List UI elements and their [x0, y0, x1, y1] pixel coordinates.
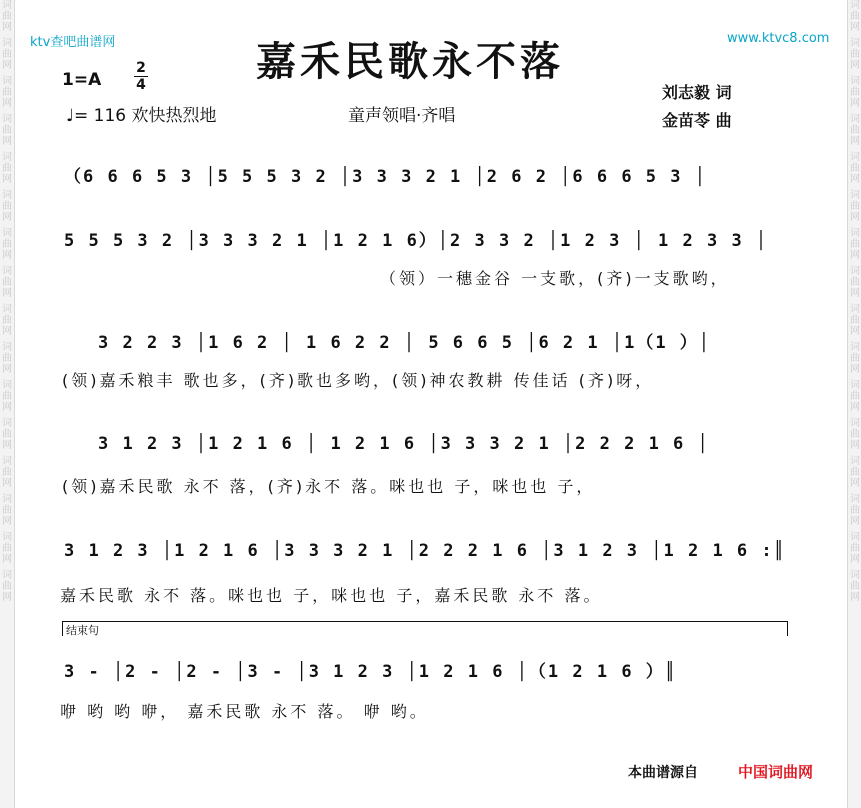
- side-watermark-text: 词 曲 网: [850, 380, 860, 413]
- notation-line-5: 3 1 2 3 │1 2 1 6 │3 3 3 2 1 │2 2 2 1 6 │3 1 2 3 │1 2 1 6 :║: [64, 541, 786, 561]
- lyrics-line-6: 咿 哟 哟 咿， 嘉禾民歌 永不 落。 咿 哟。: [60, 702, 429, 721]
- side-watermark-text: 词 曲 网: [2, 418, 12, 451]
- side-watermark-text: 词 曲 网: [2, 0, 12, 33]
- side-watermark-text: 词 曲 网: [850, 114, 860, 147]
- side-watermark-text: 词 曲 网: [2, 570, 12, 603]
- key-signature: 1=A: [62, 70, 102, 90]
- notation-line-3: 3 2 2 3 │1 6 2 │ 1 6 2 2 │ 5 6 6 5 │6 2 1 │1（1 ）│: [98, 333, 712, 353]
- side-watermark-text: 词 曲 网: [2, 342, 12, 375]
- side-watermark-text: 词 曲 网: [850, 38, 860, 71]
- footer-brand-link[interactable]: 中国词曲网: [738, 763, 814, 781]
- side-watermark-text: 词 曲 网: [2, 494, 12, 527]
- performers: 童声领唱·齐唱: [348, 106, 456, 126]
- side-watermark-text: 词 曲 网: [2, 114, 12, 147]
- side-watermark-text: 词 曲 网: [2, 76, 12, 109]
- side-watermark-text: 词 曲 网: [850, 190, 860, 223]
- side-watermark-text: 词 曲 网: [2, 380, 12, 413]
- notation-line-1: （6 6 6 5 3 │5 5 5 3 2 │3 3 3 2 1 │2 6 2 │6 6 6 5 3 │: [64, 167, 707, 187]
- side-watermark-text: 词 曲 网: [850, 0, 860, 33]
- side-watermark-text: 词 曲 网: [850, 342, 860, 375]
- side-watermark-text: 词 曲 网: [2, 228, 12, 261]
- ending-label: 结束句: [66, 624, 99, 637]
- notation-line-6: 3 - │2 - │2 - │3 - │3 1 2 3 │1 2 1 6 │（1 2 1 6 ）║: [64, 662, 678, 682]
- side-watermark-text: 词 曲 网: [850, 152, 860, 185]
- side-watermark-text: 词 曲 网: [850, 266, 860, 299]
- composer-credit: 金苗苓 曲: [662, 111, 732, 130]
- side-watermark-text: 词 曲 网: [2, 456, 12, 489]
- side-watermark-text: 词 曲 网: [850, 494, 860, 527]
- side-watermark-text: 词 曲 网: [850, 228, 860, 261]
- source-watermark-left[interactable]: ktv查吧曲谱网: [30, 35, 116, 50]
- side-watermark-strip-left: [0, 0, 15, 808]
- time-signature: [134, 60, 148, 93]
- lyrics-line-4: (领)嘉禾民歌 永不 落，(齐)永不 落。咪也也 子，咪也也 子，: [62, 477, 596, 496]
- notation-line-4: 3 1 2 3 │1 2 1 6 │ 1 2 1 6 │3 3 3 2 1 │2 2 2 1 6 │: [98, 434, 710, 454]
- lyricist-credit: 刘志毅 词: [662, 83, 732, 102]
- side-watermark-text: 词 曲 网: [2, 532, 12, 565]
- footer-source-text: 本曲谱源自: [628, 765, 698, 781]
- lyrics-line-2: （领）一穗金谷 一支歌，(齐)一支歌哟，: [380, 269, 730, 288]
- tempo-marking: ♩= 116 欢快热烈地: [66, 106, 217, 126]
- source-watermark-right[interactable]: www.ktvc8.com: [727, 31, 830, 46]
- side-watermark-text: 词 曲 网: [850, 456, 860, 489]
- notation-line-2: 5 5 5 3 2 │3 3 3 2 1 │1 2 1 6）│2 3 3 2 │1 2 3 │ 1 2 3 3 │: [64, 231, 769, 251]
- side-watermark-text: 词 曲 网: [850, 418, 860, 451]
- side-watermark-text: 词 曲 网: [2, 152, 12, 185]
- song-title: 嘉禾民歌永不落: [256, 39, 564, 85]
- side-watermark-text: 词 曲 网: [850, 570, 860, 603]
- side-watermark-text: 词 曲 网: [2, 190, 12, 223]
- side-watermark-text: 词 曲 网: [850, 76, 860, 109]
- side-watermark-strip-right: [847, 0, 861, 808]
- side-watermark-text: 词 曲 网: [2, 38, 12, 71]
- lyrics-line-3: (领)嘉禾粮丰 歌也多，(齐)歌也多哟，(领)神农教耕 传佳话 (齐)呀，: [62, 371, 655, 390]
- side-watermark-text: 词 曲 网: [2, 304, 12, 337]
- lyrics-line-5: 嘉禾民歌 永不 落。咪也也 子，咪也也 子，嘉禾民歌 永不 落。: [60, 586, 603, 605]
- time-signature-top: 2: [136, 60, 146, 76]
- ending-bracket: [62, 621, 788, 636]
- side-watermark-text: 词 曲 网: [2, 266, 12, 299]
- side-watermark-text: 词 曲 网: [850, 304, 860, 337]
- side-watermark-text: 词 曲 网: [850, 532, 860, 565]
- time-signature-bottom: 4: [134, 76, 148, 93]
